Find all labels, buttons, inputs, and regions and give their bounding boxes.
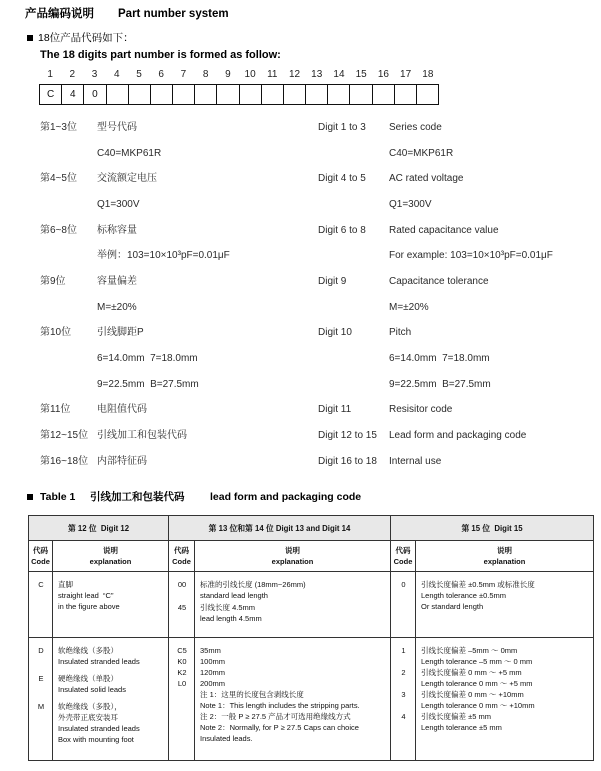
explanation-line: 注 1：这里的长度包含剥线长度	[200, 690, 304, 699]
explanation-line: standard lead length	[200, 591, 268, 600]
explanation-line: Or standard length	[421, 602, 484, 611]
option-code: 2	[401, 668, 406, 677]
description-en: Lead form and packaging code	[389, 429, 527, 441]
digit-definition-list	[0, 115, 601, 474]
digit-range-cn: 第10位	[40, 327, 72, 339]
description-cn: 6=14.0mm 7=18.0mm	[97, 352, 198, 364]
description-en: Capacitance tolerance	[389, 276, 489, 288]
option-explanation	[416, 667, 533, 689]
explanation-line: 引线长度偏差 ±5 mm	[421, 712, 491, 721]
intro-heading-cn: 18位产品代码如下：	[38, 32, 134, 44]
option-code: 3	[401, 690, 406, 699]
table-entry	[391, 645, 593, 667]
table-title-en: lead form and packaging code	[210, 491, 362, 503]
explanation-line: 120mm	[200, 668, 226, 677]
code-column-divider	[194, 572, 195, 637]
description-en: Q1=300V	[389, 199, 432, 211]
digit-position-number: 11	[267, 69, 278, 80]
description-en: 6=14.0mm 7=18.0mm	[389, 352, 490, 364]
explanation-line: Length tolerance 0 mm ～ +5 mm	[421, 679, 533, 688]
explanation-line: 引线长度偏差 0 mm ～ +5 mm	[421, 668, 522, 677]
table-entry	[391, 579, 593, 612]
option-explanation	[53, 579, 120, 612]
description-cn: 举例：103=10×10³pF=0.01μF	[97, 250, 230, 262]
digit-box: C	[40, 85, 62, 104]
explanation-line: Insulated solid leads	[58, 685, 126, 694]
digit-position-number: 7	[180, 69, 187, 80]
digit-list-row	[0, 449, 601, 475]
digit-range-cn: 第1~3位	[40, 122, 77, 134]
table-section	[29, 572, 169, 638]
description-cn: C40=MKP61R	[97, 147, 162, 159]
table-section	[29, 638, 169, 761]
digit-position-number: 3	[91, 69, 98, 80]
table-title-cn: 引线加工和包装代码	[90, 491, 185, 503]
table-entry	[391, 711, 593, 733]
digit-range-en: Digit 11	[318, 404, 352, 416]
table-entry	[169, 579, 390, 601]
digit-box	[173, 85, 195, 104]
description-cn: 标称容量	[97, 224, 137, 236]
explanation-column-header	[416, 541, 594, 572]
digit-list-row	[0, 243, 601, 269]
table-group-header: 第 15 位 Digit 15	[391, 516, 594, 541]
digit-list-row	[0, 346, 601, 372]
table-label: Table 1	[40, 491, 76, 503]
option-code: 00	[177, 580, 187, 589]
table-section	[169, 572, 391, 638]
option-code: E	[38, 674, 44, 683]
explanation-line: Insulated stranded leads	[58, 724, 140, 733]
table-entry	[169, 678, 390, 689]
explanation-line: 35mm	[200, 646, 221, 655]
digit-position-number: 1	[47, 69, 53, 80]
digit-range-en: Digit 4 to 5	[318, 173, 366, 185]
option-explanation	[195, 689, 360, 744]
digit-box	[284, 85, 306, 104]
option-explanation	[53, 701, 140, 745]
digit-list-row	[0, 141, 601, 167]
description-cn: 电阻值代码	[97, 404, 147, 416]
option-explanation	[53, 673, 126, 695]
description-en: Series code	[389, 122, 442, 134]
digit-list-row	[0, 218, 601, 244]
lead-form-packaging-table	[28, 515, 594, 761]
digit-list-row	[0, 192, 601, 218]
description-cn: M=±20%	[97, 301, 137, 313]
square-bullet-icon	[27, 35, 33, 41]
option-explanation	[195, 579, 306, 601]
explanation-header-en: explanation	[483, 557, 526, 566]
part-number-boxes	[39, 84, 439, 105]
explanation-line: 引线长度偏差 ±0.5mm 或标准长度	[421, 580, 535, 589]
code-header-en: Code	[393, 557, 413, 566]
digit-position-number: 6	[158, 69, 164, 80]
description-cn: 型号代码	[97, 122, 137, 134]
description-en: Rated capacitance value	[389, 224, 499, 236]
explanation-header-en: explanation	[271, 557, 314, 566]
code-header-cn: 代码	[33, 546, 48, 555]
code-column-divider	[52, 638, 53, 760]
table-entry	[29, 645, 168, 667]
description-en: For example: 103=10×10³pF=0.01μF	[389, 250, 553, 262]
explanation-line: straight lead “C”	[58, 591, 114, 600]
description-cn: 容量偏差	[97, 276, 137, 288]
table-entry	[169, 667, 390, 678]
code-column-divider	[194, 638, 195, 760]
description-cn: Q1=300V	[97, 199, 140, 211]
explanation-header-cn: 说明	[497, 546, 512, 555]
explanation-line: lead length 4.5mm	[200, 614, 262, 623]
option-explanation	[53, 645, 140, 667]
explanation-column-header	[195, 541, 391, 572]
table-section	[391, 638, 594, 761]
code-column-divider	[52, 572, 53, 637]
option-code: K2	[177, 668, 187, 677]
code-column-header	[29, 541, 53, 572]
explanation-line: Insulated leads.	[200, 734, 253, 743]
table-section	[169, 638, 391, 761]
digit-range-en: Digit 1 to 3	[318, 122, 366, 134]
table-entry	[391, 689, 593, 711]
option-explanation	[195, 667, 225, 678]
table-entry	[169, 645, 390, 656]
table-entry	[29, 579, 168, 612]
explanation-line: 软绝缘线（多股）	[58, 646, 118, 655]
digit-range-cn: 第12~15位	[40, 429, 89, 441]
option-code: M	[37, 702, 45, 711]
code-header-cn: 代码	[395, 546, 411, 555]
code-column-header	[391, 541, 416, 572]
explanation-line: Length tolerance ±5 mm	[421, 723, 502, 732]
digit-position-number: 4	[113, 69, 120, 80]
digit-position-number: 14	[333, 69, 345, 80]
digit-position-number: 10	[244, 69, 256, 80]
digit-list-row	[0, 372, 601, 398]
explanation-line: Note 2：Normally, for P ≥ 27.5 Caps can choice	[200, 723, 359, 732]
description-cn: 交流额定电压	[97, 173, 157, 185]
digit-box	[262, 85, 284, 104]
digit-list-row	[0, 423, 601, 449]
table-entry	[169, 602, 390, 624]
explanation-column-header	[53, 541, 169, 572]
description-en: Pitch	[389, 327, 412, 339]
explanation-header-cn: 说明	[285, 546, 300, 555]
explanation-line: 标准的引线长度 (18mm~26mm)	[200, 580, 306, 589]
explanation-line: 软绝缘线（多股），	[58, 702, 122, 711]
digit-box	[107, 85, 129, 104]
digit-list-row	[0, 269, 601, 295]
option-explanation	[416, 689, 535, 711]
digit-position-number: 2	[69, 69, 76, 80]
option-explanation	[195, 656, 225, 667]
digit-box	[151, 85, 173, 104]
explanation-line: 直脚	[58, 580, 73, 589]
explanation-line: Length tolerance –5 mm ～ 0 mm	[421, 657, 533, 666]
table-entry	[391, 667, 593, 689]
option-code: C5	[177, 646, 187, 655]
digit-position-number: 18	[422, 69, 434, 80]
explanation-line: Note 1：This length includes the stripping parts.	[200, 701, 360, 710]
explanation-line: 引线长度偏差 0 mm ～ +10mm	[421, 690, 524, 699]
explanation-line: 外壳带正底安装耳	[58, 713, 118, 722]
description-cn: 引线加工和包装代码	[97, 429, 187, 441]
explanation-line: Length tolerance 0 mm ～ +10mm	[421, 701, 535, 710]
code-column-header	[169, 541, 195, 572]
explanation-line: 100mm	[200, 657, 226, 666]
description-en: C40=MKP61R	[389, 147, 454, 159]
code-column-divider	[415, 638, 416, 760]
digit-box	[395, 85, 417, 104]
digit-box	[350, 85, 372, 104]
option-code: 45	[177, 603, 187, 612]
explanation-line: 注 2：一般 P ≥ 27.5 产品才可选用绝缘线方式	[200, 712, 351, 721]
digit-range-en: Digit 12 to 15	[318, 429, 377, 441]
digit-range-en: Digit 10	[318, 327, 352, 339]
description-en: M=±20%	[389, 301, 429, 313]
digit-range-cn: 第4~5位	[40, 173, 77, 185]
description-cn: 引线脚距P	[97, 327, 144, 339]
digit-range-en: Digit 9	[318, 276, 347, 288]
option-code: C	[38, 580, 44, 589]
digit-list-row	[0, 295, 601, 321]
square-bullet-icon	[27, 494, 33, 500]
description-en: Resisitor code	[389, 404, 453, 416]
explanation-line: 引线长度 4.5mm	[200, 603, 256, 612]
explanation-line: Box with mounting foot	[58, 735, 134, 744]
table-group-header: 第 12 位 Digit 12	[29, 516, 169, 541]
page-title-cn: 产品编码说明	[25, 8, 94, 20]
description-en: AC rated voltage	[389, 173, 464, 185]
explanation-line: 硬绝缘线（单股）	[58, 674, 118, 683]
code-column-divider	[415, 572, 416, 637]
digit-range-en: Digit 16 to 18	[318, 455, 377, 467]
explanation-line: 引线长度偏差 –5mm ～ 0mm	[421, 646, 518, 655]
digit-position-number: 9	[225, 69, 231, 80]
digit-box: 4	[62, 85, 84, 104]
digit-position-number: 16	[377, 69, 389, 80]
digit-box	[217, 85, 239, 104]
explanation-line: 200mm	[200, 679, 226, 688]
digit-position-number: 8	[202, 69, 209, 80]
description-cn: 9=22.5mm B=27.5mm	[97, 378, 199, 390]
explanation-header-cn: 说明	[103, 546, 118, 555]
option-code: 0	[401, 580, 406, 589]
option-code: D	[38, 646, 44, 655]
digit-list-row	[0, 166, 601, 192]
description-en: 9=22.5mm B=27.5mm	[389, 378, 491, 390]
explanation-line: Length tolerance ±0.5mm	[421, 591, 506, 600]
digit-box	[417, 85, 438, 104]
digit-position-number: 13	[311, 69, 323, 80]
digit-range-en: Digit 6 to 8	[318, 224, 366, 236]
digit-range-cn: 第9位	[40, 276, 66, 288]
table-entry	[29, 673, 168, 695]
digit-position-number: 5	[136, 69, 142, 80]
intro-heading-en: The 18 digits part number is formed as follow:	[40, 49, 281, 61]
digit-box	[129, 85, 151, 104]
digit-list-row	[0, 397, 601, 423]
digit-range-cn: 第16~18位	[40, 455, 89, 467]
digit-list-row	[0, 320, 601, 346]
explanation-header-en: explanation	[89, 557, 132, 566]
table-section	[391, 572, 594, 638]
digit-position-numbers	[39, 68, 439, 82]
description-cn: 内部特征码	[97, 455, 147, 467]
digit-box	[373, 85, 395, 104]
option-explanation	[416, 645, 532, 667]
code-header-cn: 代码	[174, 546, 189, 555]
digit-box	[195, 85, 217, 104]
explanation-line: Insulated stranded leads	[58, 657, 140, 666]
digit-position-number: 15	[355, 69, 367, 80]
digit-box	[240, 85, 262, 104]
code-header-en: Code	[172, 557, 191, 566]
option-explanation	[195, 645, 221, 656]
description-en: Internal use	[389, 455, 442, 467]
option-code: 1	[401, 646, 406, 655]
option-code: K0	[177, 657, 187, 666]
table-entry	[169, 689, 390, 744]
option-code: L0	[177, 679, 187, 688]
digit-list-row	[0, 115, 601, 141]
digit-box	[328, 85, 350, 104]
option-code	[169, 689, 195, 744]
option-explanation	[195, 678, 225, 689]
digit-position-number: 17	[400, 69, 412, 80]
page-title-en: Part number system	[118, 8, 229, 20]
option-explanation	[416, 711, 502, 733]
digit-range-cn: 第11位	[40, 404, 71, 416]
option-explanation	[416, 579, 535, 612]
option-explanation	[195, 602, 262, 624]
table-entry	[29, 701, 168, 745]
table-group-header: 第 13 位和第 14 位 Digit 13 and Digit 14	[169, 516, 391, 541]
option-code: 4	[401, 712, 406, 721]
table-entry	[169, 656, 390, 667]
digit-position-number: 12	[288, 69, 301, 80]
code-header-en: Code	[31, 557, 50, 566]
explanation-line: in the figure above	[58, 602, 120, 611]
digit-box: 0	[84, 85, 106, 104]
digit-range-cn: 第6~8位	[40, 224, 77, 236]
digit-box	[306, 85, 328, 104]
